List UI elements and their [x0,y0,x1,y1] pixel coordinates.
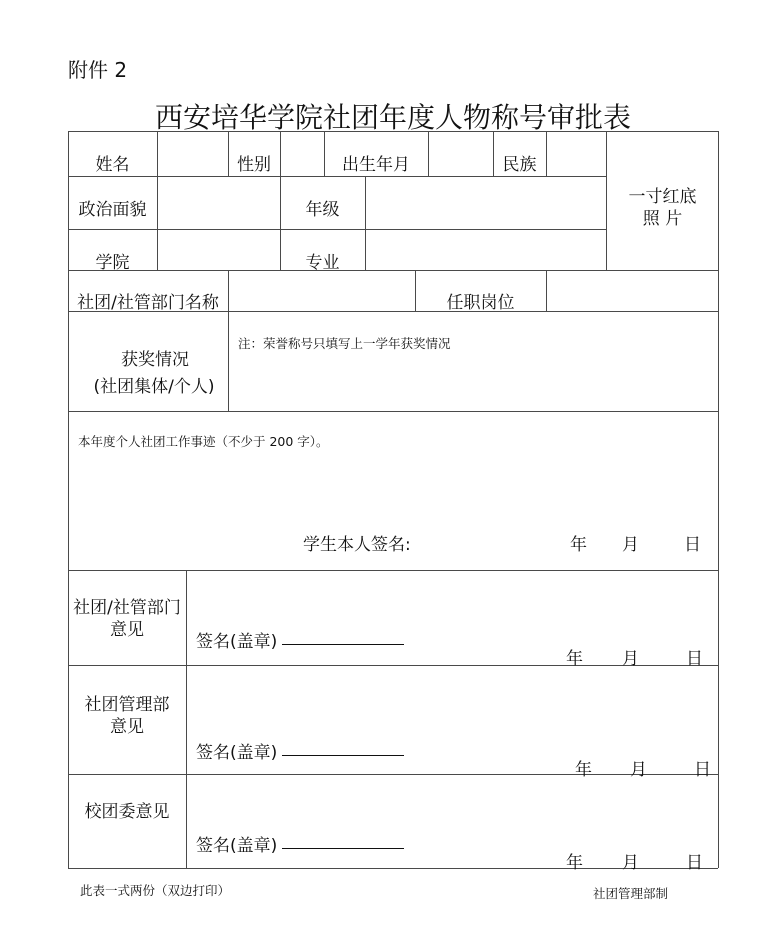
league-date-year: 年 [566,853,583,873]
mgmt-date-month: 月 [630,760,647,780]
name-field[interactable] [158,132,228,176]
awards-note: 注：荣誉称号只填写上一学年获奖情况 [238,336,451,351]
attachment-label: 附件 2 [68,58,128,82]
photo-cell[interactable] [607,132,718,270]
awards-field[interactable] [229,312,718,411]
club-opinion-label-2: 意见 [110,620,144,640]
photo-label: 一寸红底 [628,187,697,207]
awards-label-2: (社团集体/个人) [93,377,215,397]
birth-field[interactable] [429,132,493,176]
birth-label: 出生年月 [342,155,410,175]
league-sign-label: 签名(盖章) [196,836,278,856]
awards-label: 获奖情况 [121,350,189,370]
league-opinion-label: 校团委意见 [84,802,170,822]
mgmt-opinion-label-2: 意见 [110,717,144,737]
college-label: 学院 [95,253,130,273]
form-title: 西安培华学院社团年度人物称号审批表 [154,101,631,134]
college-field[interactable] [158,230,280,270]
club-sign-label: 签名(盖章) [196,632,278,652]
position-label: 任职岗位 [446,293,515,313]
grade-label: 年级 [305,200,340,220]
club-sign-line [282,644,404,645]
student-signature-label: 学生本人签名: [303,535,411,555]
club-date-day: 日 [686,649,703,669]
mgmt-sign-label: 签名(盖章) [196,743,278,763]
club-date-year: 年 [566,649,583,669]
student-date-year: 年 [570,535,587,555]
mgmt-sign-line [282,755,404,756]
major-field[interactable] [366,230,606,270]
club-opinion-label: 社团/社管部门 [73,598,181,618]
footer-note: 此表一式两份（双边打印） [80,883,231,898]
photo-label-2: 照 片 [642,209,683,229]
mgmt-opinion-label: 社团管理部 [84,695,170,715]
student-date-month: 月 [622,535,639,555]
name-label: 姓名 [95,155,130,175]
club-date-month: 月 [622,649,639,669]
grade-field[interactable] [366,177,606,229]
ethnicity-field[interactable] [547,132,606,176]
gender-label: 性别 [237,155,271,175]
major-label: 专业 [305,253,340,273]
league-date-month: 月 [622,853,639,873]
political-label: 政治面貌 [78,200,147,220]
deeds-prompt: 本年度个人社团工作事迹（不少于 200 字）。 [78,434,329,449]
gender-field[interactable] [281,132,324,176]
political-field[interactable] [158,177,280,229]
ethnicity-label: 民族 [502,155,537,175]
position-field[interactable] [547,271,718,311]
mgmt-date-year: 年 [575,760,592,780]
club-dept-label: 社团/社管部门名称 [77,293,219,313]
club-dept-field[interactable] [229,271,415,311]
mgmt-date-day: 日 [694,760,711,780]
league-sign-line [282,848,404,849]
footer-maker: 社团管理部制 [593,886,669,901]
student-date-day: 日 [684,535,701,555]
league-date-day: 日 [686,853,703,873]
